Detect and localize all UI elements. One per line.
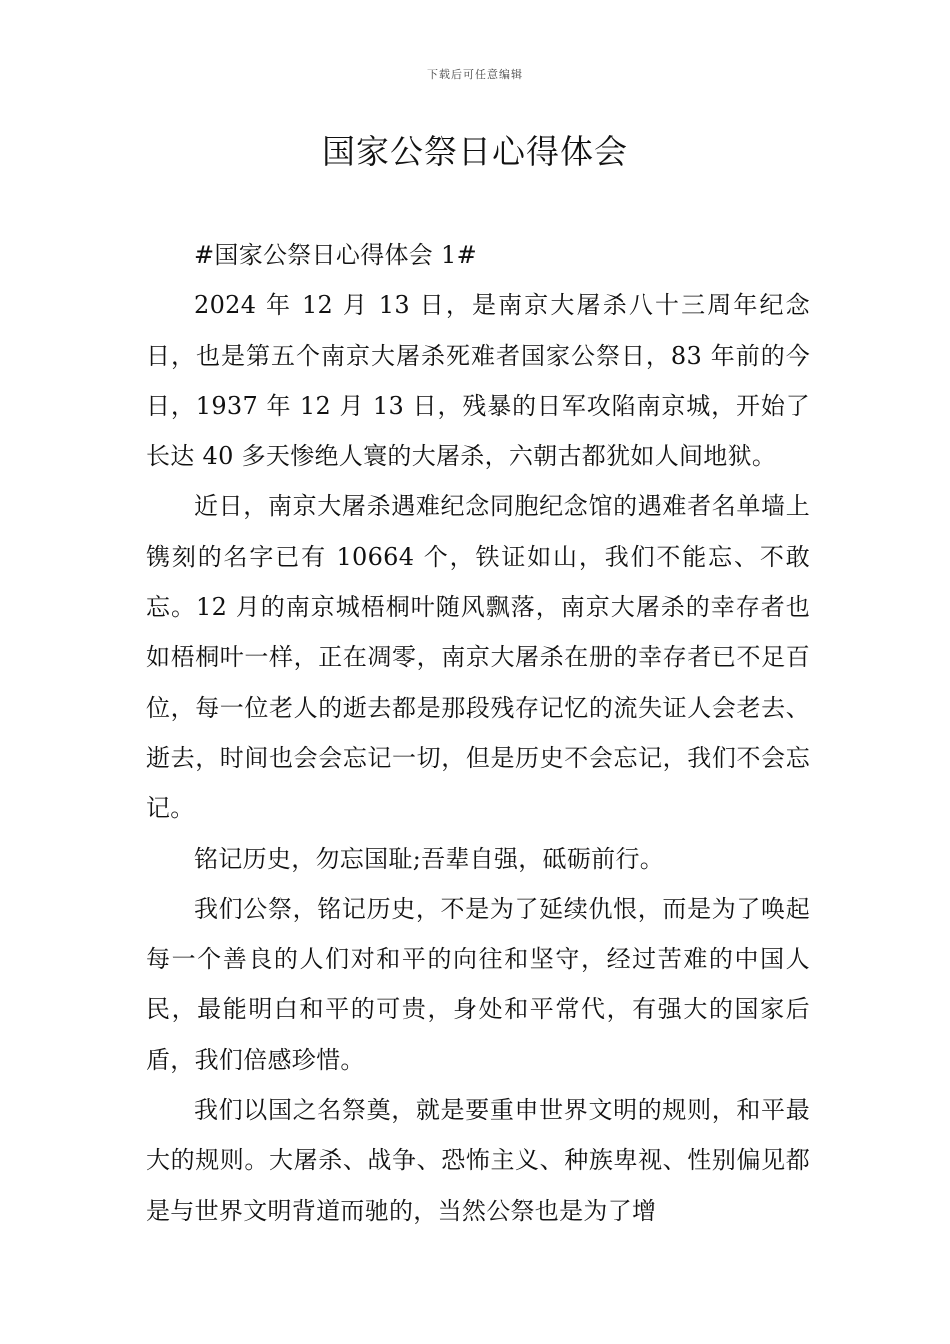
header-note: 下载后可任意编辑 <box>427 68 523 81</box>
document-title: 国家公祭日心得体会 <box>322 132 628 171</box>
paragraph: 我们公祭，铭记历史，不是为了延续仇恨，而是为了唤起每一个善良的人们对和平的向往和坚守，经过苦难的中国人民，最能明白和平的可贵，身处和平常代，有强大的国家后盾，我们倍感珍惜。 <box>146 894 810 1074</box>
paragraph: 2024 年 12 月 13 日，是南京大屠杀八十三周年纪念日，也是第五个南京大屠杀死难者国家公祭日，83 年前的今日，1937 年 12 月 13 日，残暴的日军攻陷南京城，开始了长达 40 多天惨绝人寰的大屠杀，六朝古都犹如人间地狱。 <box>146 291 810 471</box>
document-body <box>146 230 810 1236</box>
paragraph: 近日，南京大屠杀遇难纪念同胞纪念馆的遇难者名单墙上镌刻的名字已有 10664 个，铁证如山，我们不能忘、不敢忘。12 月的南京城梧桐叶随风飘落，南京大屠杀的幸存者也如梧桐叶一样，正在凋零，南京大屠杀在册的幸存者已不足百位，每一位老人的逝去都是那段残存记忆的流失证人会老去、逝去，时间也会会忘记一切，但是历史不会忘记，我们不会忘记。 <box>146 492 810 823</box>
paragraph: 我们以国之名祭奠，就是要重申世界文明的规则，和平最大的规则。大屠杀、战争、恐怖主义、种族卑视、性别偏见都是与世界文明背道而驰的，当然公祭也是为了增 <box>146 1096 810 1225</box>
paragraph-section-heading: #国家公祭日心得体会 1# <box>194 241 478 269</box>
paragraph: 铭记历史，勿忘国耻;吾辈自强，砥砺前行。 <box>194 844 665 873</box>
